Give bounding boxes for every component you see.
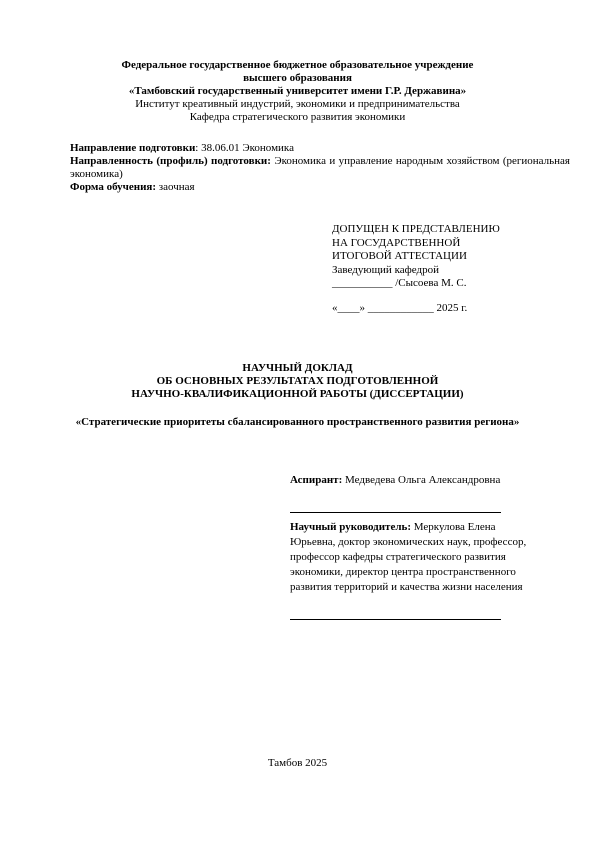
supervisor-line-1 [290, 520, 580, 535]
form-label: Форма обучения: [70, 181, 157, 193]
form-value: заочная [156, 181, 195, 193]
approval-block [332, 223, 552, 315]
approval-head-title: Заведующий кафедрой [332, 263, 439, 276]
approval-line-1: ДОПУЩЕН К ПРЕДСТАВЛЕНИЮ [332, 223, 500, 235]
supervisor-line-3: профессор кафедры стратегического развития [290, 551, 506, 563]
profile-row [70, 155, 570, 181]
dissertation-theme: «Стратегические приоритеты сбалансированного пространственного развития региона» [75, 416, 520, 428]
approval-date: «____» ____________ 2025 г. [332, 301, 468, 314]
supervisor-label: Научный руководитель: [290, 521, 411, 533]
document-title [0, 362, 595, 401]
header-line-3: «Тамбовский государственный университет имени Г.Р. Державина» [128, 85, 467, 97]
city-year: Тамбов 2025 [267, 757, 328, 769]
aspirant-row [290, 474, 580, 486]
approval-signature: ___________ /Сысоева М. С. [332, 277, 467, 289]
header-line-2: высшего образования [243, 72, 352, 84]
profile-label: Направленность (профиль) подготовки: [70, 155, 271, 167]
aspirant-name: Медведева Ольга Александровна [342, 474, 501, 486]
direction-value: : 38.06.01 Экономика [195, 142, 294, 154]
header-line-1: Федеральное государственное бюджетное образовательное учреждение [121, 59, 474, 71]
direction-label: Направление подготовки [70, 142, 196, 154]
aspirant-label: Аспирант: [290, 474, 343, 486]
program-info [70, 142, 570, 194]
supervisor-line-5: развития территорий и качества жизни населения [290, 581, 523, 593]
approval-line-2: НА ГОСУДАРСТВЕННОЙ [332, 236, 461, 249]
header-line-4: Институт креативный индустрий, экономики и предпринимательства [135, 98, 460, 110]
title-line-1: НАУЧНЫЙ ДОКЛАД [242, 362, 353, 374]
header-line-5: Кафедра стратегического развития экономики [189, 111, 406, 123]
title-line-2: ОБ ОСНОВНЫХ РЕЗУЛЬТАТАХ ПОДГОТОВЛЕННОЙ [156, 375, 439, 387]
approval-line-3: ИТОГОВОЙ АТТЕСТАЦИИ [332, 250, 467, 262]
aspirant-signature-line [290, 512, 501, 513]
title-line-3: НАУЧНО-КВАЛИФИКАЦИОННОЙ РАБОТЫ (ДИССЕРТАЦИИ) [131, 388, 464, 400]
supervisor-line-2: Юрьевна, доктор экономических наук, профессор, [290, 536, 527, 548]
supervisor-signature-line [290, 619, 501, 620]
profile-value: Экономика и управление народным хозяйством (региональная экономика) [70, 155, 570, 180]
supervisor-line-4: экономики, директор центра пространственного [290, 566, 516, 578]
direction-row [70, 142, 570, 155]
supervisor-name: Меркулова Елена [411, 521, 496, 533]
institution-header [0, 59, 595, 124]
supervisor-block [290, 520, 580, 595]
form-row [70, 181, 570, 194]
